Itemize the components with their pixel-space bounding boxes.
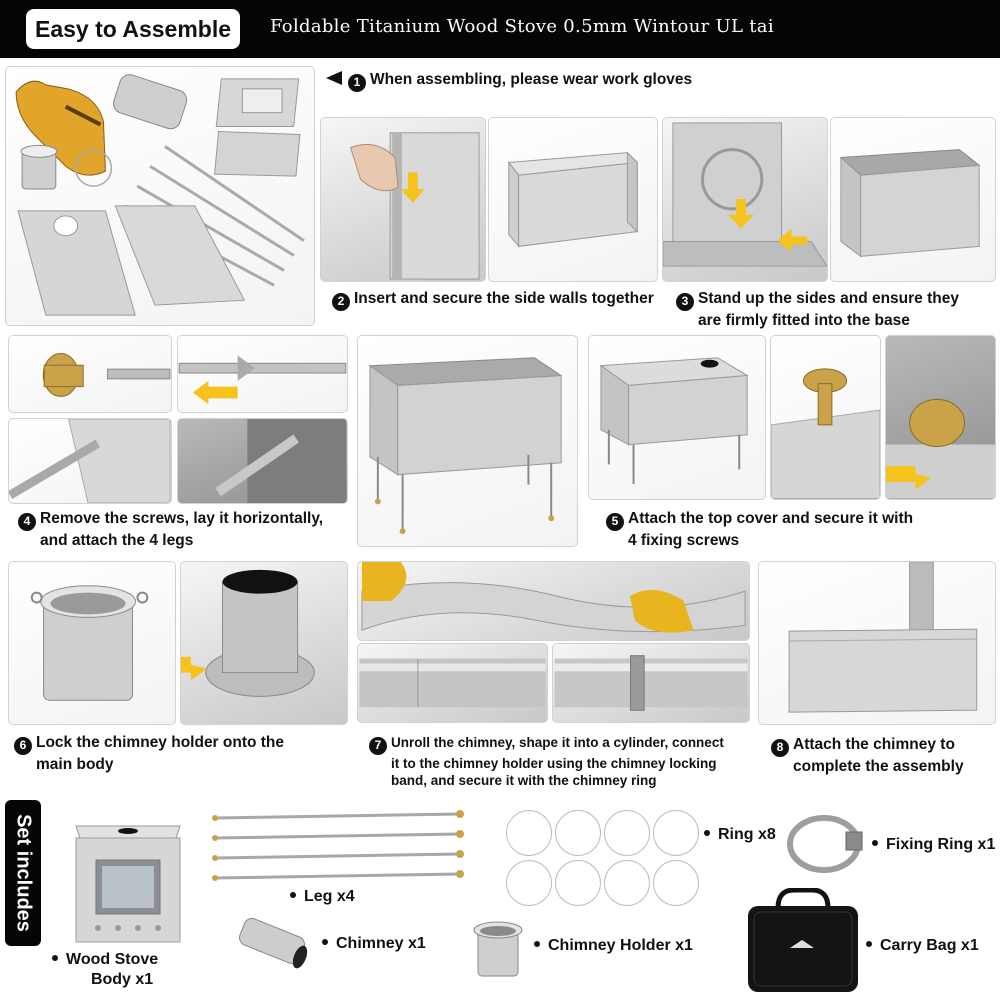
step-7-photo-unroll	[357, 561, 750, 641]
step-6-number: 6	[14, 737, 32, 755]
parts-overview-photo	[5, 66, 315, 326]
step-7-photo-band	[552, 643, 750, 723]
step-7-line1: Unroll the chimney, shape it into a cylinder, connect	[391, 735, 724, 750]
stove-body-label: Wood Stove Body x1	[52, 950, 158, 990]
step-4-photo-insert-a	[8, 418, 172, 504]
ring-image	[506, 810, 552, 856]
set-includes-heading: Set includes	[12, 814, 35, 932]
step-7-photo-cylinder	[357, 643, 548, 723]
step-5-photo-screw	[770, 335, 881, 500]
step-7-line3: band, and secure it with the chimney ring	[391, 772, 657, 788]
step-3-photo-b	[830, 117, 996, 282]
step-4-photo-stove-legs	[357, 335, 578, 547]
step-2-photo-a	[320, 117, 486, 282]
product-title: Foldable Titanium Wood Stove 0.5mm Wintour UL tai	[270, 16, 774, 37]
bullet-dot-icon	[52, 955, 58, 961]
step-3-line2: are firmly fitted into the base	[698, 311, 910, 329]
chimney-image	[232, 912, 312, 972]
step-6-line1: Lock the chimney holder onto the	[36, 734, 285, 751]
step-4-photo-leg	[177, 335, 348, 413]
step-8-photo-assembled	[758, 561, 996, 725]
step-8-number: 8	[771, 739, 789, 757]
step-7-number: 7	[369, 737, 387, 755]
chimney-holder-image	[468, 918, 528, 980]
step-4-photo-insert-b	[177, 418, 348, 504]
ring-image	[604, 810, 650, 856]
step-2-photo-b	[488, 117, 658, 282]
step-3-line1: Stand up the sides and ensure they	[698, 290, 959, 307]
left-arrow-icon	[326, 71, 342, 85]
fixing-ring-label: Fixing Ring x1	[872, 835, 995, 855]
step-3-caption	[676, 289, 959, 330]
step-2-caption	[332, 289, 654, 311]
step-8-caption	[771, 735, 964, 776]
bullet-dot-icon	[322, 939, 328, 945]
step-6-photo-mounted	[180, 561, 348, 725]
step-5-photo-stove	[588, 335, 766, 500]
bullet-dot-icon	[704, 830, 710, 836]
step-6-photo-holder	[8, 561, 176, 725]
bullet-dot-icon	[534, 941, 540, 947]
step-5-line1: Attach the top cover and secure it with	[628, 510, 914, 527]
step-2-text: Insert and secure the side walls together	[354, 290, 654, 307]
carry-bag-image	[744, 888, 862, 994]
ring-image	[653, 810, 699, 856]
step-1-text: When assembling, please wear work gloves	[370, 71, 693, 88]
step-2-number: 2	[332, 293, 350, 311]
carry-bag-label: Carry Bag x1	[866, 936, 979, 956]
step-4-photo-screw	[8, 335, 172, 413]
ring-image	[506, 860, 552, 906]
ring-image	[653, 860, 699, 906]
fixing-ring-image	[784, 810, 866, 876]
step-4-caption	[18, 509, 323, 550]
chimney-holder-label: Chimney Holder x1	[534, 936, 693, 956]
step-1-caption	[326, 70, 692, 92]
step-3-photo-a	[662, 117, 828, 282]
step-6-caption	[14, 733, 284, 774]
step-5-photo-detail	[885, 335, 996, 500]
step-1-number: 1	[348, 74, 366, 92]
header-bar	[0, 0, 1000, 58]
step-5-number: 5	[606, 513, 624, 531]
step-4-line2: and attach the 4 legs	[40, 531, 194, 549]
legs-image	[210, 810, 468, 886]
bullet-dot-icon	[290, 892, 296, 898]
bullet-dot-icon	[866, 941, 872, 947]
set-includes-tab	[5, 800, 41, 946]
step-8-line1: Attach the chimney to	[793, 736, 955, 753]
rings-label: Ring x8	[704, 825, 776, 845]
step-7-caption	[369, 734, 724, 789]
step-5-line2: 4 fixing screws	[628, 531, 740, 549]
step-6-line2: main body	[36, 755, 114, 773]
stove-body-image	[68, 818, 188, 946]
step-5-caption	[606, 509, 913, 550]
bullet-dot-icon	[872, 840, 878, 846]
legs-label: Leg x4	[290, 887, 355, 907]
step-7-line2: it to the chimney holder using the chimney locking	[391, 755, 717, 771]
chimney-label: Chimney x1	[322, 934, 426, 954]
easy-assemble-badge: Easy to Assemble	[26, 9, 240, 49]
step-4-line1: Remove the screws, lay it horizontally,	[40, 510, 324, 527]
step-8-line2: complete the assembly	[793, 757, 964, 775]
ring-image	[555, 810, 601, 856]
step-4-number: 4	[18, 513, 36, 531]
ring-image	[604, 860, 650, 906]
step-3-number: 3	[676, 293, 694, 311]
ring-image	[555, 860, 601, 906]
